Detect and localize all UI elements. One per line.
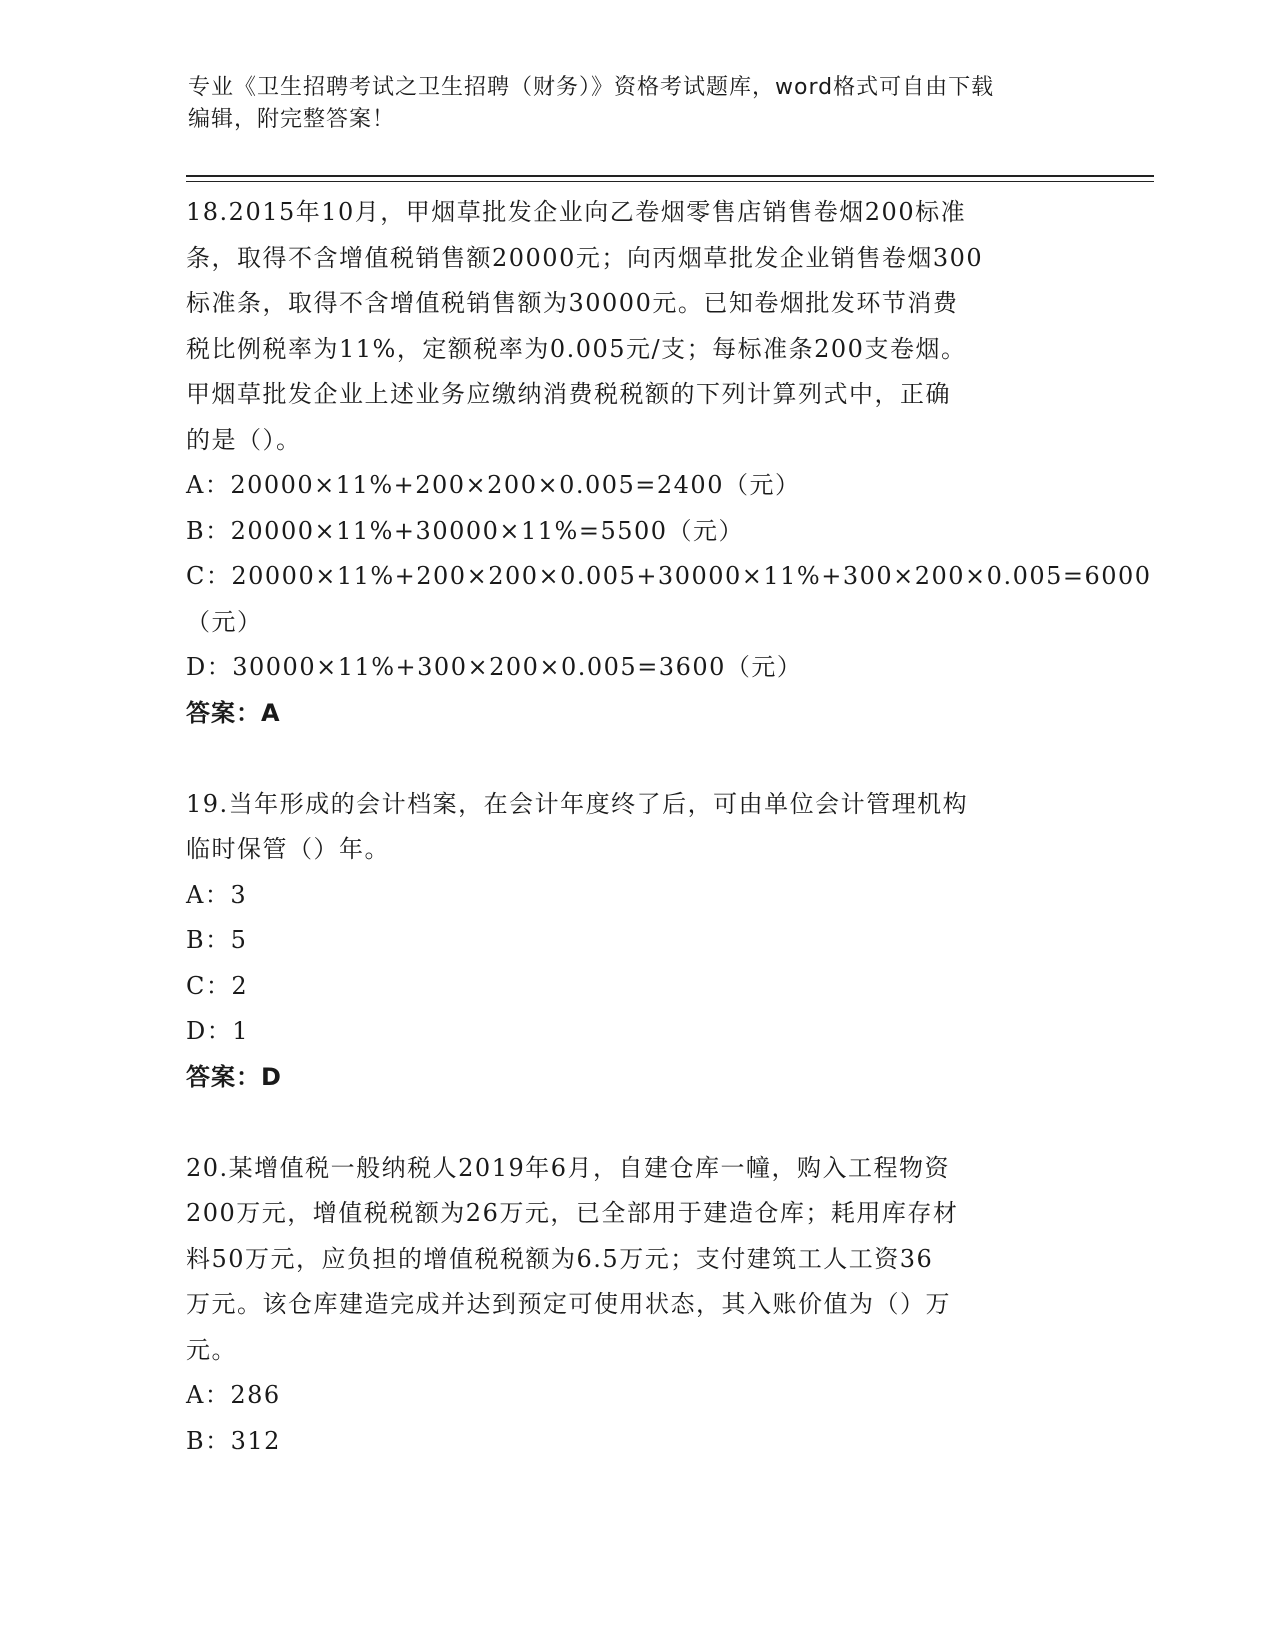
header-line-1: 专业《卫生招聘考试之卫生招聘（财务）》资格考试题库，word格式可自由下载 [188,75,995,100]
question-18 [186,190,1152,736]
spacer [186,736,1086,782]
question-20 [186,1146,1086,1465]
question-stem-line: 18.2015年10月，甲烟草批发企业向乙卷烟零售店销售卷烟200标准 [186,198,967,226]
question-stem-line: 临时保管（）年。 [186,835,390,863]
question-stem-line: 条，取得不含增值税销售额20000元；向丙烟草批发企业销售卷烟300 [186,243,984,272]
option-b: B：312 [186,1426,281,1455]
header-line-2: 编辑，附完整答案！ [188,107,396,132]
document-header [188,72,1088,136]
option-c: C：20000×11%+200×200×0.005+30000×11%+300×200×0.005=6000 [186,562,1152,590]
option-b: B：20000×11%+30000×11%=5500（元） [186,516,745,545]
option-c: C：2 [186,971,249,1000]
question-list [186,190,1152,1464]
question-19 [186,782,1086,1101]
question-stem-line: 20.某增值税一般纳税人2019年6月，自建仓库一幢，购入工程物资 [186,1153,951,1182]
spacer [186,1100,1086,1146]
option-a: A：286 [186,1381,281,1409]
option-c-continued: （元） [186,607,263,636]
question-stem-line: 200万元，增值税税额为26万元，已全部用于建造仓库；耗用库存材 [186,1199,959,1227]
option-b: B：5 [186,926,248,954]
answer-label: 答案：A [186,698,281,727]
option-d: D：30000×11%+300×200×0.005=3600（元） [186,653,803,681]
question-stem-line: 甲烟草批发企业上述业务应缴纳消费税税额的下列计算列式中，正确 [186,380,951,408]
question-stem-line: 税比例税率为11%，定额税率为0.005元/支；每标准条200支卷烟。 [186,334,967,363]
header-divider-thick [186,175,1154,177]
option-d: D：1 [186,1017,250,1045]
option-a: A：20000×11%+200×200×0.005=2400（元） [186,471,801,499]
question-stem-line: 万元。该仓库建造完成并达到预定可使用状态，其入账价值为（）万 [186,1290,951,1318]
question-stem-line: 19.当年形成的会计档案，在会计年度终了后，可由单位会计管理机构 [186,789,969,818]
header-divider-thin [186,181,1154,182]
answer-label: 答案：D [186,1062,282,1091]
option-a: A：3 [186,880,248,909]
question-stem-line: 的是（）。 [186,425,302,454]
question-stem-line: 元。 [186,1335,237,1364]
question-stem-line: 标准条，取得不含增值税销售额为30000元。已知卷烟批发环节消费 [186,289,959,317]
question-stem-line: 料50万元，应负担的增值税税额为6.5万元；支付建筑工人工资36 [186,1244,934,1273]
